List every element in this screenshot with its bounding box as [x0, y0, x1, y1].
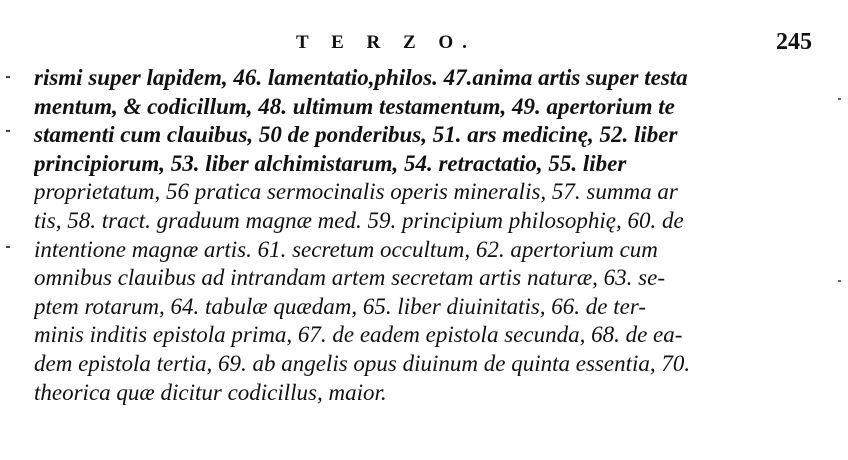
text-line-11: dem epistola tertia, 69. ab angelis opus diuinum de quinta essentia, 70.: [34, 350, 691, 376]
text-line-2: mentum, & codicillum, 48. ultimum testamentum, 49. apertorium te: [34, 93, 675, 119]
text-line-10: minis inditis epistola prima, 67. de eadem epistola secunda, 68. de ea-: [34, 322, 683, 348]
text-line-4: principiorum, 53. liber alchimistarum, 54. retractatio, 55. liber: [34, 150, 627, 176]
margin-speck: [838, 280, 841, 282]
margin-speck: [838, 98, 841, 100]
text-line-7: intentione magnæ artis. 61. secretum occultum, 62. apertorium cum: [34, 236, 658, 262]
text-line-1: rismi super lapidem, 46. lamentatio,philos. 47.anima artis super testa: [34, 65, 688, 90]
text-line-3: stamenti cum clauibus, 50 de ponderibus, 51. ars medicinę, 52. liber: [34, 122, 678, 148]
margin-speck: [6, 76, 10, 78]
text-line-6: tis, 58. tract. graduum magnæ med. 59. principium philosophię, 60. de: [34, 207, 684, 233]
text-line-12: theorica quæ dicitur codicillus, maior.: [34, 379, 387, 405]
body-text: [34, 64, 834, 407]
page-number: 245: [776, 29, 812, 55]
running-head: [0, 30, 848, 56]
margin-speck: [6, 130, 10, 132]
margin-speck: [6, 246, 10, 248]
running-head-title: T E R Z O.: [296, 32, 476, 53]
text-line-9: ptem rotarum, 64. tabulæ quædam, 65. liber diuinitatis, 66. de ter-: [34, 293, 647, 319]
text-line-8: omnibus clauibus ad intrandam artem secretam artis naturæ, 63. se-: [34, 265, 665, 291]
text-line-5: proprietatum, 56 pratica sermocinalis operis mineralis, 57. summa ar: [34, 179, 678, 205]
